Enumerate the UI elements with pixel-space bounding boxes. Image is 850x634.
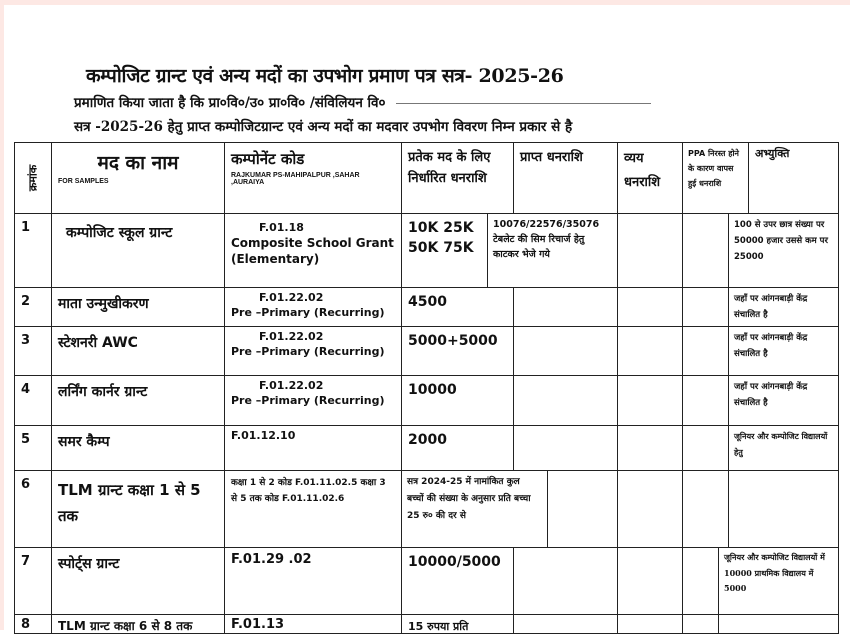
header-item-name	[51, 142, 225, 214]
serial-number: 8	[21, 617, 31, 632]
table-row-6-expense	[617, 470, 683, 548]
allotted-amount: 10K 25K 50K 75K	[408, 220, 474, 256]
serial-number: 1	[21, 220, 31, 235]
table-row-4-allotted	[401, 375, 514, 426]
header-received-label: प्राप्त धनराशि	[520, 150, 583, 165]
item-name: TLM ग्रान्ट कक्षा 1 से 5 तक	[58, 481, 201, 525]
remarks-text: 100 से उपर छात्र संख्या पर 50000 हजार उससे कम पर 25000	[734, 220, 828, 262]
table-row-2-returned	[682, 287, 729, 327]
table-row-6-serial	[14, 470, 52, 548]
table-row-3-allotted	[401, 326, 514, 376]
table-row-2-name	[51, 287, 225, 327]
allotted-amount: 15 रुपया प्रति	[408, 620, 469, 633]
remarks-text: जूनियर और कम्पोजिट विद्यालयों हेतु	[734, 432, 828, 457]
table-row-1-serial	[14, 213, 52, 288]
table-row-6-received	[547, 470, 618, 548]
table-row-2-expense	[617, 287, 683, 327]
table-row-5-allotted	[401, 425, 514, 471]
page-frame-left	[0, 0, 4, 630]
table-row-4-returned	[682, 375, 729, 426]
component-code: F.01.22.02	[259, 379, 324, 392]
received-amount: 10076/22576/35076 टेबलेट की सिम रिचार्ज हेतु काटकर भेजे गये	[493, 219, 600, 260]
header-component-code	[224, 142, 402, 214]
item-name: लर्निंग कार्नर ग्रान्ट	[58, 384, 148, 400]
component-code: F.01.22.02	[259, 330, 324, 343]
table-row-5-returned	[682, 425, 729, 471]
header-returned	[682, 142, 749, 214]
table-row-4-expense	[617, 375, 683, 426]
table-row-3-received	[513, 326, 618, 376]
serial-number: 4	[21, 382, 31, 397]
table-row-3-remarks	[728, 326, 839, 376]
table-row-6-returned	[682, 470, 729, 548]
table-row-2-serial	[14, 287, 52, 327]
header-item-name-sub: FOR SAMPLES	[58, 178, 109, 185]
table-row-1-expense	[617, 213, 683, 288]
component-code: F.01.29 .02	[231, 552, 312, 567]
table-row-3-code	[224, 326, 402, 376]
remarks-text: जहाँ पर आंगनबाड़ी केंद्र संचालित है	[734, 382, 808, 408]
remarks-text: जूनियर और कम्पोजिट विद्यालयों में 10000 प्राथमिक विद्यालय में 5000	[724, 552, 825, 593]
serial-number: 3	[21, 333, 31, 348]
table-row-4-received	[513, 375, 618, 426]
component-code: F.01.18	[259, 221, 304, 234]
serial-number: 7	[21, 554, 31, 569]
table-row-8-expense	[617, 614, 683, 634]
table-row-5-remarks	[728, 425, 839, 471]
item-name: स्टेशनरी AWC	[58, 335, 138, 351]
table-row-8-remarks	[718, 614, 839, 634]
table-row-8-allotted	[401, 614, 514, 634]
allotted-amount: 2000	[408, 432, 447, 448]
header-expense-label: व्यय धनराशि	[624, 151, 661, 190]
table-row-1-name	[51, 213, 225, 288]
component-code: F.01.22.02	[259, 291, 324, 304]
table-row-2-remarks	[728, 287, 839, 327]
certify-text: प्रमाणित किया जाता है कि प्रा०वि०/उ० प्रा०वि० /संविलियन वि०	[74, 95, 386, 111]
allotted-amount: सत्र 2024-25 में नामांकित कुल बच्चों की संख्या के अनुसार प्रति बच्चा 25 रु० की दर से	[407, 477, 531, 521]
table-row-3-returned	[682, 326, 729, 376]
table-row-7-name	[51, 547, 225, 615]
table-row-1-returned	[682, 213, 729, 288]
table-row-4-code	[224, 375, 402, 426]
item-name: स्पोर्ट्स ग्रान्ट	[58, 556, 120, 572]
table-row-4-serial	[14, 375, 52, 426]
remarks-text: जहाँ पर आंगनबाड़ी केंद्र संचालित है	[734, 333, 808, 359]
item-name: कम्पोजिट स्कूल ग्रान्ट	[66, 225, 173, 241]
header-received	[513, 142, 618, 214]
table-row-4-remarks	[728, 375, 839, 426]
table-row-8-name	[51, 614, 225, 634]
header-allotted-label: प्रतेक मद के लिए निर्धारित धनराशि	[408, 150, 491, 186]
header-component-code-sub: RAJKUMAR PS-MAHIPALPUR ,SAHAR ,AURAIYA	[231, 172, 360, 186]
component-code-desc: Pre –Primary (Recurring)	[231, 345, 385, 358]
component-code-desc: Pre –Primary (Recurring)	[231, 306, 385, 319]
serial-number: 5	[21, 432, 31, 447]
table-row-5-code	[224, 425, 402, 471]
table-row-8-serial	[14, 614, 52, 634]
header-allotted	[401, 142, 514, 214]
table-row-2-received	[513, 287, 618, 327]
table-row-3-expense	[617, 326, 683, 376]
table-row-6-code	[224, 470, 402, 548]
table-row-7-remarks	[718, 547, 839, 615]
table-row-5-expense	[617, 425, 683, 471]
allotted-amount: 10000	[408, 382, 457, 398]
item-name: समर कैम्प	[58, 434, 110, 450]
item-name: माता उन्मुखीकरण	[58, 296, 149, 312]
table-row-5-name	[51, 425, 225, 471]
header-remarks-label: अभ्युक्ति	[755, 147, 790, 160]
item-name: TLM ग्रान्ट कक्षा 6 से 8 तक	[58, 619, 193, 633]
table-row-2-allotted	[401, 287, 514, 327]
header-serial	[14, 142, 52, 214]
component-code-desc: Pre –Primary (Recurring)	[231, 394, 385, 407]
table-row-7-returned	[682, 547, 719, 615]
document-title: कम्पोजिट ग्रान्ट एवं अन्य मदों का उपभोग प्रमाण पत्र सत्र- 2025-26	[86, 65, 564, 87]
header-component-code-label: कम्पोनेंट कोड	[231, 150, 305, 168]
component-code: F.01.12.10	[231, 429, 296, 442]
page-frame-top	[0, 0, 850, 5]
table-row-5-received	[513, 425, 618, 471]
header-serial-label: क्रमांक	[26, 164, 40, 192]
table-row-5-serial	[14, 425, 52, 471]
table-row-7-received	[513, 547, 618, 615]
header-returned-label: PPA निरस्त होने के कारण वापस हुई धनराशि	[688, 149, 739, 188]
table-row-1-remarks	[728, 213, 839, 288]
table-row-6-remarks	[728, 470, 839, 548]
remarks-text: जहाँ पर आंगनबाड़ी केंद्र संचालित है	[734, 294, 808, 320]
table-row-1-code	[224, 213, 402, 288]
allotted-amount: 5000+5000	[408, 333, 498, 349]
session-line: सत्र -2025-26 हेतु प्राप्त कम्पोजिटग्रान्ट एवं अन्य मदों का मदवार उपभोग विवरण निम्न प्रकार से है	[74, 119, 573, 135]
component-code-desc: Composite School Grant (Elementary)	[231, 236, 394, 266]
blank-fill-line	[396, 103, 651, 104]
component-code: F.01.13	[231, 617, 285, 632]
table-row-7-expense	[617, 547, 683, 615]
header-remarks	[748, 142, 839, 214]
allotted-amount: 4500	[408, 294, 447, 310]
certify-line	[74, 93, 651, 111]
table-row-7-code	[224, 547, 402, 615]
table-row-7-serial	[14, 547, 52, 615]
table-row-1-allotted	[401, 213, 488, 288]
table-row-8-code	[224, 614, 402, 634]
table-row-3-name	[51, 326, 225, 376]
serial-number: 6	[21, 477, 31, 492]
table-row-6-allotted	[401, 470, 548, 548]
table-row-4-name	[51, 375, 225, 426]
table-row-1-received	[487, 213, 618, 288]
header-item-name-label: मद का नाम	[97, 152, 179, 174]
table-row-7-allotted	[401, 547, 514, 615]
table-row-8-received	[513, 614, 618, 634]
table-row-8-returned	[682, 614, 719, 634]
table-row-2-code	[224, 287, 402, 327]
header-expense	[617, 142, 683, 214]
allotted-amount: 10000/5000	[408, 554, 501, 570]
component-code: कक्षा 1 से 2 कोड F.01.11.02.5 कक्षा 3 से 5 तक कोड F.01.11.02.6	[231, 478, 386, 504]
table-row-3-serial	[14, 326, 52, 376]
table-row-6-name	[51, 470, 225, 548]
serial-number: 2	[21, 294, 31, 309]
